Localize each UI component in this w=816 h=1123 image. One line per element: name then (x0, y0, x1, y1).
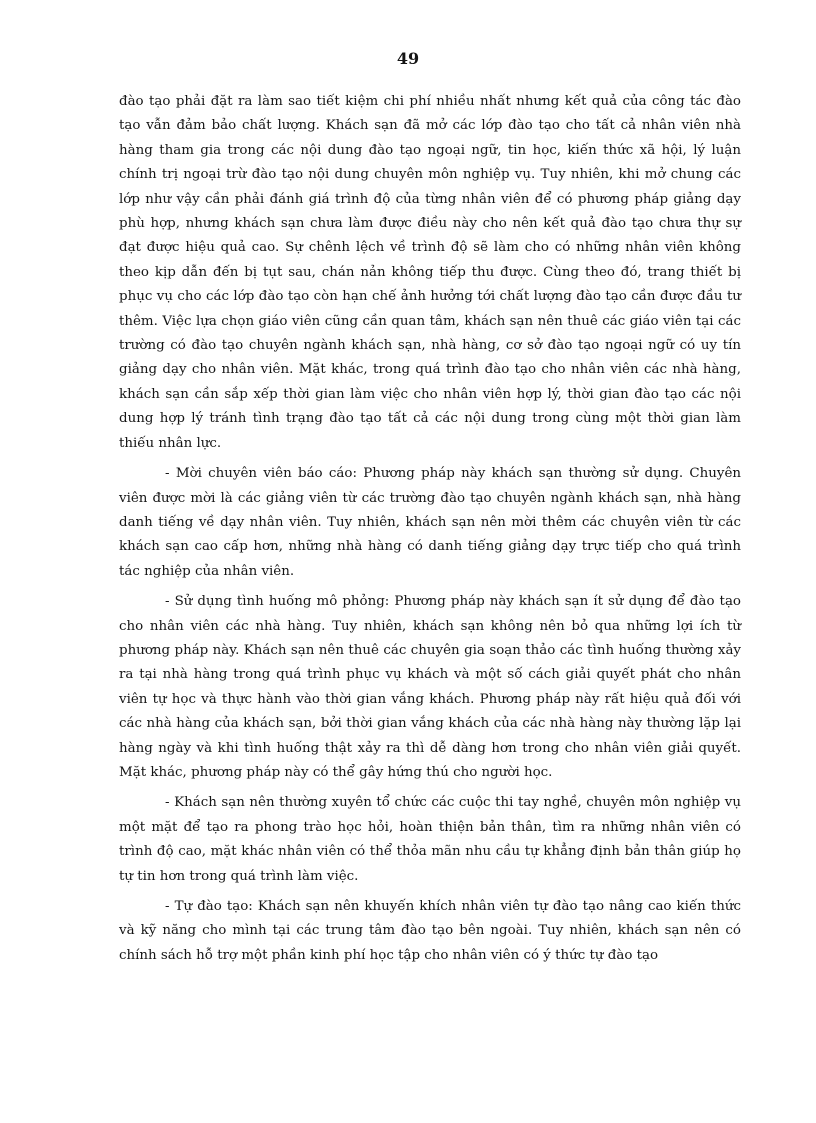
paragraph-skills-competitions: - Khách sạn nên thường xuyên tổ chức các cuộc thi tay nghề, chuyên môn nghiệp vụ một mặt để tạo ra phong trào học hỏi, hoàn thiện bản thân, tìm ra những nhân viên có trình độ cao, mặt khác nhân viên có thể thỏa mãn nhu cầu tự khẳng định bản thân giúp họ tự tin hơn trong quá trình làm việc. (119, 795, 741, 884)
paragraph-self-training: - Tự đào tạo: Khách sạn nên khuyến khích nhân viên tự đào tạo nâng cao kiến thức và kỹ năng cho mình tại các trung tâm đào tạo bên ngoài. Tuy nhiên, khách sạn nên có chính sách hỗ trợ một phần kinh phí học tập cho nhân viên có ý thức tự đào tạo (119, 899, 741, 963)
body-text (119, 90, 741, 968)
paragraph-invite-experts: - Mời chuyên viên báo cáo: Phương pháp này khách sạn thường sử dụng. Chuyên viên được mời là các giảng viên từ các trường đào tạo chuyên ngành khách sạn, nhà hàng danh tiếng về dạy nhân viên. Tuy nhiên, khách sạn nên mời thêm các chuyên viên từ các khách sạn cao cấp hơn, những nhà hàng có danh tiếng giảng dạy trực tiếp cho quá trình tác nghiệp của nhân viên. (119, 466, 741, 579)
page-number: 49 (396, 49, 420, 68)
paragraph-training-continuation: đào tạo phải đặt ra làm sao tiết kiệm chi phí nhiều nhất nhưng kết quả của công tác đào tạo vẫn đảm bảo chất lượng. Khách sạn đã mở các lớp đào tạo cho tất cả nhân viên nhà hàng tham gia trong các nội dung đào tạo ngoại ngữ, tin học, kiến thức xã hội, lý luận chính trị ngoại trừ đào tạo nội dung chuyên môn nghiệp vụ. Tuy nhiên, khi mở chung các lớp như vậy cần phải đánh giá trình độ của từng nhân viên để có phương pháp giảng dạy phù hợp, nhưng khách sạn chưa làm được điều này cho nên kết quả đào tạo chưa thự sự đạt được hiệu quả cao. Sự chênh lệch về trình độ sẽ làm cho có những nhân viên không theo kịp dẫn đến bị tụt sau, chán nản không tiếp thu được. Cùng theo đó, trang thiết bị phục vụ cho các lớp đào tạo còn hạn chế ảnh hưởng tới chất lượng đào tạo cần được đầu tư thêm. Việc lựa chọn giáo viên cũng cần quan tâm, khách sạn nên thuê các giáo viên tại các trường có đào tạo chuyên ngành khách sạn, nhà hàng, cơ sở đào tạo ngoại ngữ có uy tín giảng dạy cho nhân viên. Mặt khác, trong quá trình đào tạo cho nhân viên các nhà hàng, khách sạn cần sắp xếp thời gian làm việc cho nhân viên hợp lý, thời gian đào tạo các nội dung hợp lý tránh tình trạng đào tạo tất cả các nội dung trong cùng một thời gian làm thiếu nhân lực. (119, 94, 741, 451)
paragraph-simulation-scenarios: - Sử dụng tình huống mô phỏng: Phương pháp này khách sạn ít sử dụng để đào tạo cho nhân viên các nhà hàng. Tuy nhiên, khách sạn không nên bỏ qua những lợi ích từ phương pháp này. Khách sạn nên thuê các chuyên gia soạn thảo các tình huống thường xảy ra tại nhà hàng trong quá trình phục vụ khách và một số cách giải quyết phát cho nhân viên tự học và thực hành vào thời gian vắng khách. Phương pháp này rất hiệu quả đối với các nhà hàng của khách sạn, bởi thời gian vắng khách của các nhà hàng này thường lặp lại hàng ngày và khi tình huống thật xảy ra thì dễ dàng hơn trong cho nhân viên giải quyết. Mặt khác, phương pháp này có thể gây hứng thú cho người học. (119, 594, 741, 780)
